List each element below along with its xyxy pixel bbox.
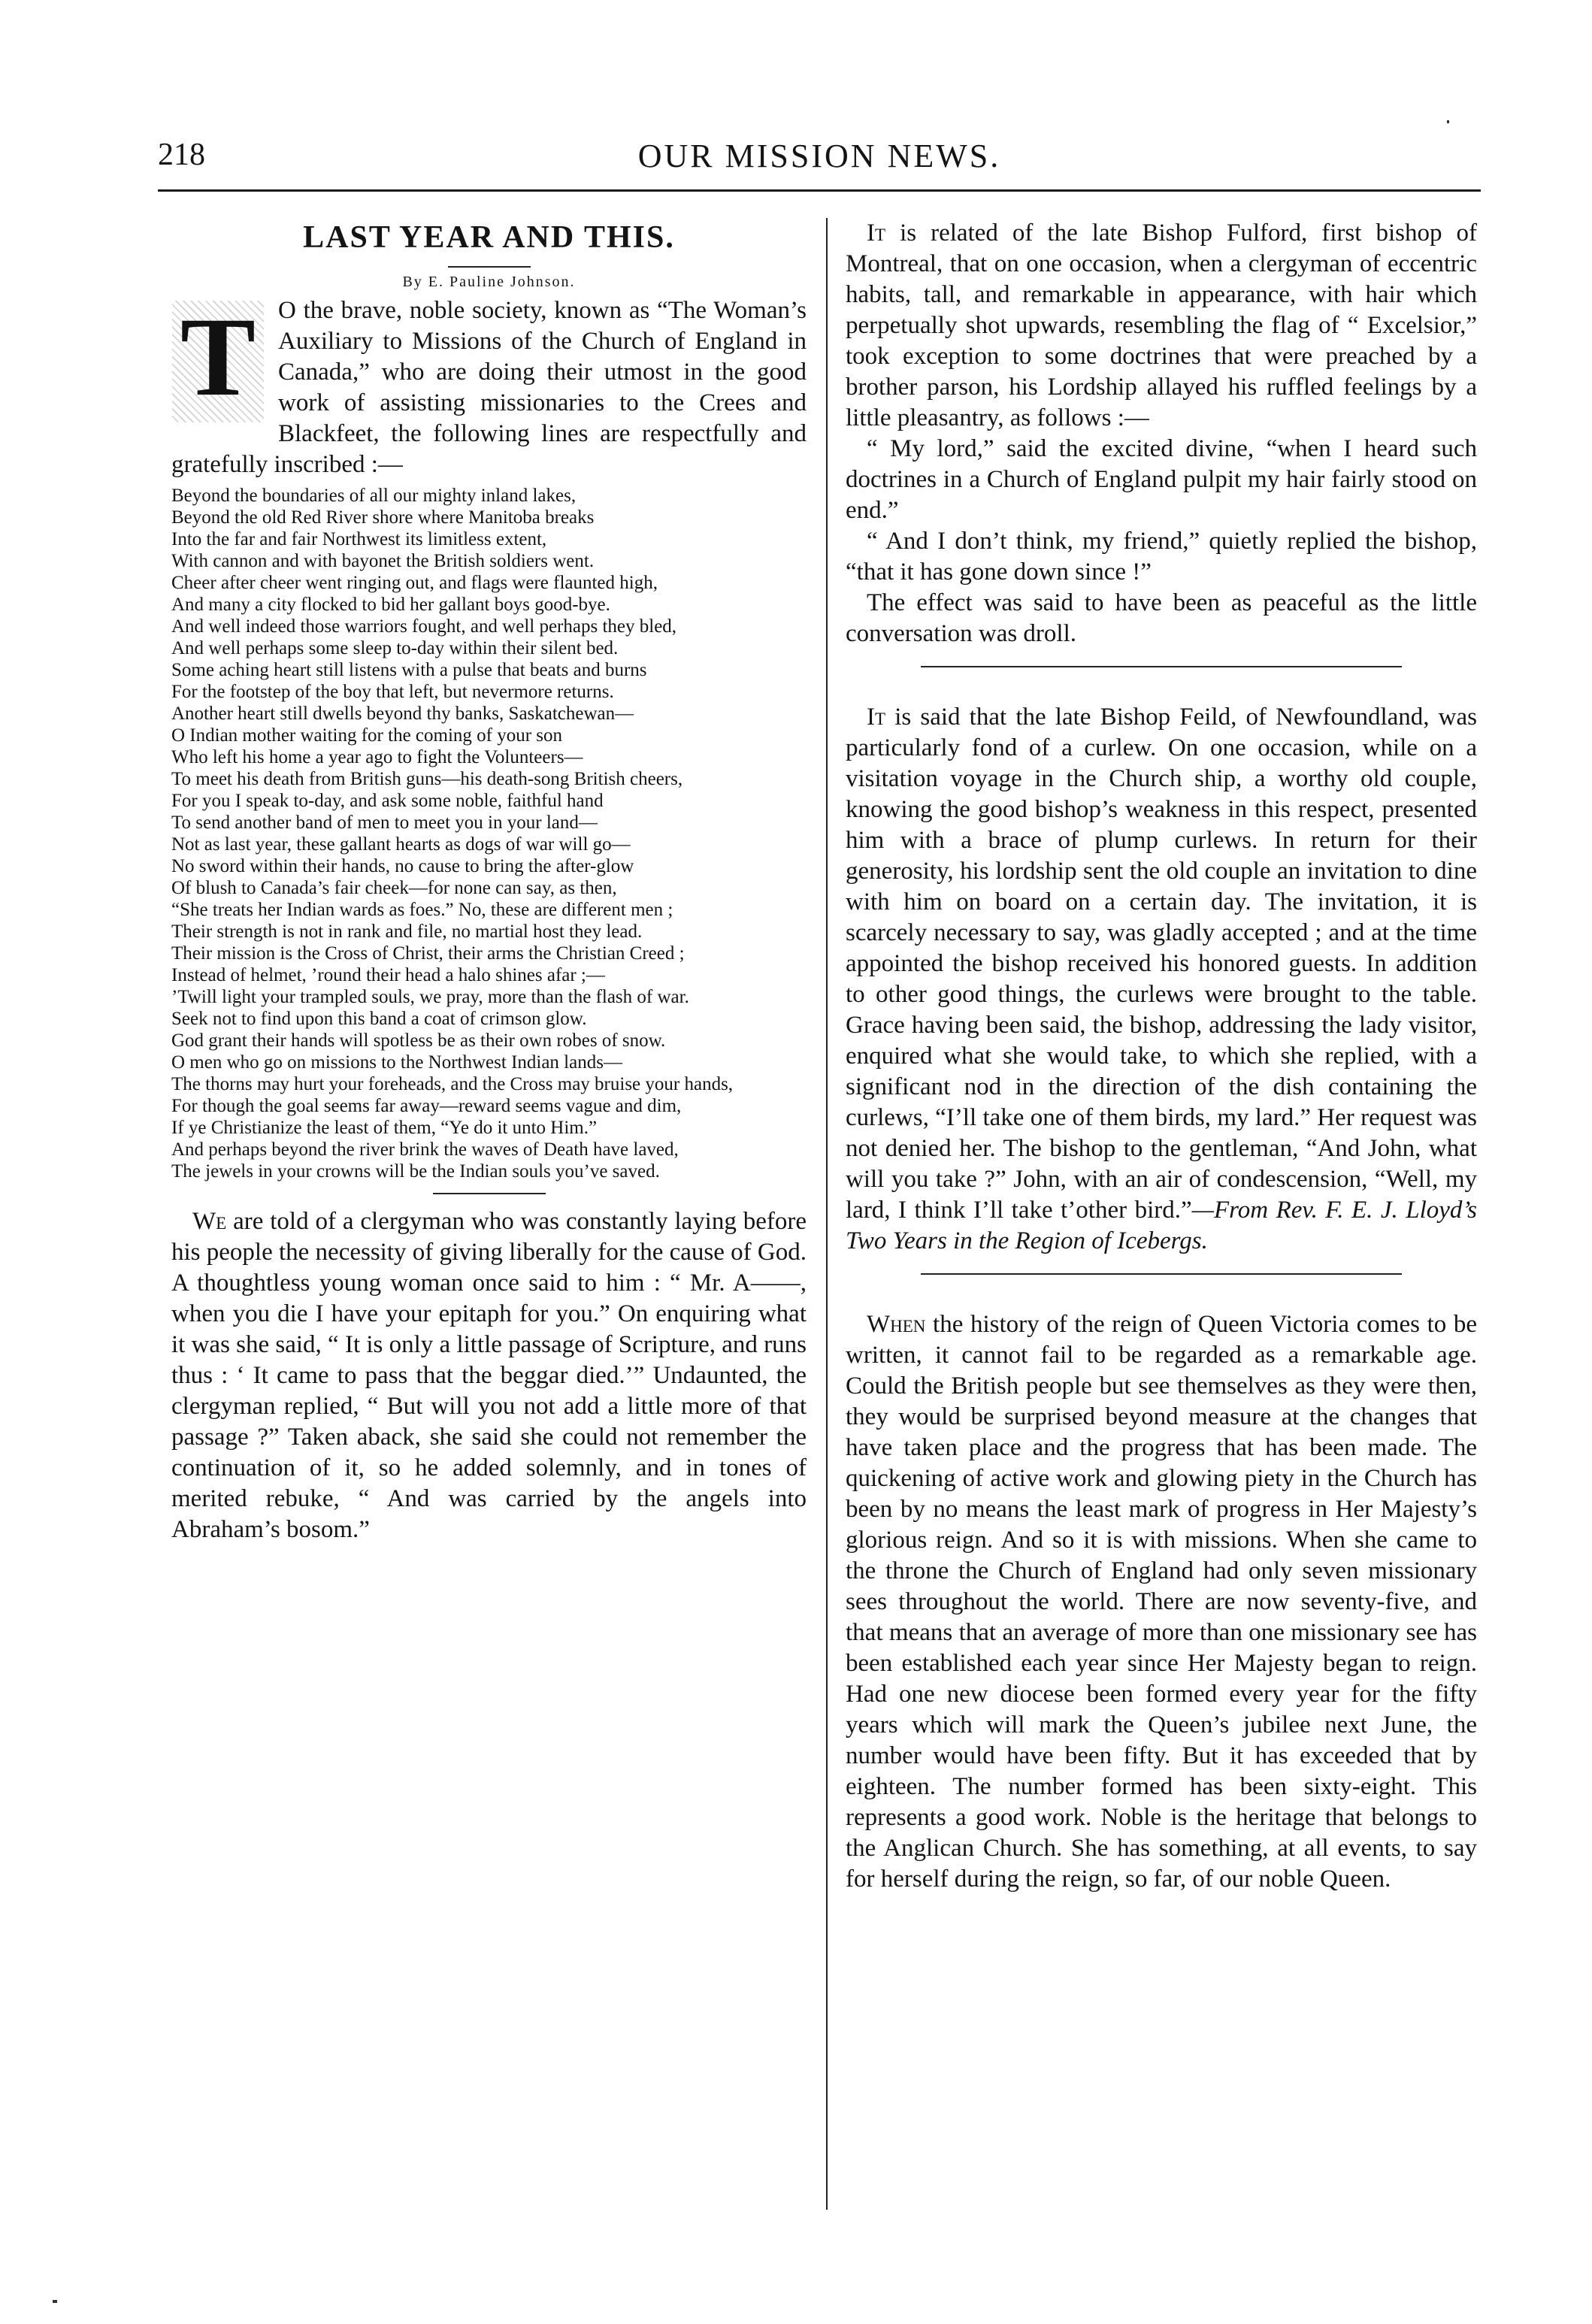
source-citation: —From Rev. F. E. J. Lloyd’s Two Years in the Region of Icebergs. xyxy=(846,1197,1477,1254)
running-title: OUR MISSION NEWS. xyxy=(637,138,1001,174)
right-column xyxy=(846,218,1477,1895)
byline: By E. Pauline Johnson. xyxy=(402,274,576,290)
dedication-text: O the brave, noble society, known as “The Woman’s Auxiliary to Missions of the Church of England in Canada,” who are doing their utmost in the good work of assisting missionaries to the Crees and Blackfeet, the following lines are respectfully and gratefully inscribed :— xyxy=(171,297,807,478)
poem-line: Their strength is not in rank and file, no martial host they lead. xyxy=(171,921,643,942)
fulford-paragraph: The effect was said to have been as peaceful as the little conversation was droll. xyxy=(846,589,1477,647)
feild-anecdote xyxy=(846,702,1477,1257)
section-rule xyxy=(433,1193,546,1194)
anecdote-text: are told of a clergyman who was constantly laying before his people the necessity of giving liberally for the cause of God. A thoughtless young woman once said to him : “ Mr. A——, when you die I have your epitaph for you.” On enquiring what it was she said, “ It is only a little passage of Scripture, and runs thus : ‘ It came to pass that the beggar died.’” Undaunted, the clergyman replied, “ But will you not add a little more of that passage ?” Taken aback, she said she could not remember the continuation of it, so he added solemnly, and in tones of merited rebuke, “ And was carried by the angels into Abraham’s bosom.” xyxy=(171,1208,807,1543)
poem-lines xyxy=(171,485,807,1182)
poem-line: O Indian mother waiting for the coming of your son xyxy=(171,725,563,746)
poem-line: Cheer after cheer went ringing out, and flags were flaunted high, xyxy=(171,573,658,593)
lead-word: When xyxy=(867,1311,926,1338)
anecdote-text: is said that the late Bishop Feild, of Newfoundland, was particularly fond of a curlew. On one occasion, while on a visitation voyage in the Church ship, a worthy old couple, knowing the good bishop’s weakness in this respect, presented him with a brace of plump curlews. In return for their generosity, his lordship sent the old couple an invitation to dine with him on board on a certain day. The invitation, it is scarcely necessary to say, was gladly accepted ; and at the time appointed the bishop received his honored guests. In addition to other good things, the curlews were brought to the table. Grace having been said, the bishop, addressing the lady visitor, enquired what she would take, to which she replied, with a significant nod in the direction of the dish containing the curlews, “I’ll take one of them birds, my lard.” Her request was not denied her. The bishop to the gentleman, “And John, what will you take ?” John, with an air of condescension, “Well, my lard, I think I’ll take t’other bird.” xyxy=(846,704,1477,1224)
poem-line: Another heart still dwells beyond thy banks, Saskatchewan— xyxy=(171,704,634,724)
poem-line: If ye Christianize the least of them, “Ye do it unto Him.” xyxy=(171,1118,598,1138)
fulford-paragraph: “ My lord,” said the excited divine, “when I heard such doctrines in a Church of England pulpit my hair fairly stood on end.” xyxy=(846,435,1477,524)
poem-line: And perhaps beyond the river brink the waves of Death have laved, xyxy=(171,1139,679,1160)
poem-line: The thorns may hurt your foreheads, and the Cross may bruise your hands, xyxy=(171,1074,734,1094)
poem-line: And well perhaps some sleep to-day within their silent bed. xyxy=(171,638,619,658)
ornamental-drop-cap: T xyxy=(171,300,265,423)
poem-title: LAST YEAR AND THIS. xyxy=(303,220,675,255)
poem-line: Into the far and fair Northwest its limitless extent, xyxy=(171,529,547,549)
poem-line: Seek not to find upon this band a coat of crimson glow. xyxy=(171,1009,587,1029)
section-rule xyxy=(921,666,1402,667)
poem-line: With cannon and with bayonet the British soldiers went. xyxy=(171,551,595,571)
article-text: the history of the reign of Queen Victoria comes to be written, it cannot fail to be regarded as a remarkable age. Could the British people but see themselves as they were then, they would be surprised beyond measure at the changes that have taken place and the progress that has been made. The quickening of active work and glowing piety in the Church has been by no means the least mark of progress in Her Majesty’s glorious reign. And so it is with missions. When she came to the throne the Church of England had only seven missionary sees throughout the world. There are now seventy-five, and that means that an average of more than one missionary see has been established each year since Her Majesty began to reign. Had one new diocese been formed every year for the fifty years which will mark the Queen’s jubilee next June, the number would have been fifty. But it has exceeded that by eighteen. The number formed has been sixty-eight. This represents a good work. Noble is the heritage that belongs to the Anglican Church. She has something, at all events, to say for herself during the reign, so far, of our noble Queen. xyxy=(846,1311,1477,1893)
epitaph-anecdote xyxy=(171,1206,807,1545)
poem-dedication xyxy=(171,295,807,480)
left-column xyxy=(171,218,807,1545)
poem-line: No sword within their hands, no cause to bring the after-glow xyxy=(171,856,634,876)
page-number: 218 xyxy=(158,138,205,172)
column-divider xyxy=(826,218,828,2210)
poem-line: “She treats her Indian wards as foes.” No, these are different men ; xyxy=(171,900,673,920)
poem-line: God grant their hands will spotless be as their own robes of snow. xyxy=(171,1030,666,1051)
scan-speck xyxy=(1447,120,1449,123)
poem-line: Who left his home a year ago to fight the Volunteers— xyxy=(171,747,583,767)
lead-word: It xyxy=(867,219,886,247)
victoria-article xyxy=(846,1309,1477,1895)
poem-line: Of blush to Canada’s fair cheek—for none can say, as then, xyxy=(171,878,617,898)
poem-line: The jewels in your crowns will be the Indian souls you’ve saved. xyxy=(171,1161,660,1182)
poem-line: Some aching heart still listens with a pulse that beats and burns xyxy=(171,660,647,680)
poem-line: For the footstep of the boy that left, but nevermore returns. xyxy=(171,682,614,702)
poem-line: For though the goal seems far away—reward seems vague and dim, xyxy=(171,1096,682,1116)
poem-line: ’Twill light your trampled souls, we pray, more than the flash of war. xyxy=(171,987,689,1007)
section-rule xyxy=(921,1273,1402,1275)
poem-line: For you I speak to-day, and ask some noble, faithful hand xyxy=(171,791,604,811)
page-header xyxy=(158,137,1481,192)
fulford-paragraph: “ And I don’t think, my friend,” quietly replied the bishop, “that it has gone down since !” xyxy=(846,528,1477,586)
poem-line: And many a city flocked to bid her gallant boys good-bye. xyxy=(171,595,610,615)
poem-line: Not as last year, these gallant hearts as dogs of war will go— xyxy=(171,834,631,855)
poem-line: To send another band of men to meet you in your land— xyxy=(171,812,598,833)
lead-word: We xyxy=(192,1208,227,1235)
poem-line: And well indeed those warriors fought, and well perhaps they bled, xyxy=(171,616,677,637)
poem-line: Beyond the boundaries of all our mighty inland lakes, xyxy=(171,486,577,506)
poem-line: Beyond the old Red River shore where Manitoba breaks xyxy=(171,507,595,528)
title-rule xyxy=(448,266,531,268)
fulford-paragraph xyxy=(846,218,1477,434)
lead-word: It xyxy=(867,704,886,731)
poem-line: Instead of helmet, ’round their head a halo shines afar ;— xyxy=(171,965,605,985)
paragraph-text: is related of the late Bishop Fulford, first bishop of Montreal, that on one occasion, when a clergyman of eccentric habits, tall, and remarkable in appearance, with hair which perpetually shot upwards, resembling the flag of “ Excelsior,” took exception to some doctrines that were preached by a brother parson, his Lordship allayed his ruffled feelings by a little pleasantry, as follows :— xyxy=(846,219,1477,431)
poem-line: Their mission is the Cross of Christ, their arms the Christian Creed ; xyxy=(171,943,685,964)
poem-line: O men who go on missions to the Northwest Indian lands— xyxy=(171,1052,622,1073)
poem-line: To meet his death from British guns—his death-song British cheers, xyxy=(171,769,683,789)
scan-speck xyxy=(53,2300,57,2303)
